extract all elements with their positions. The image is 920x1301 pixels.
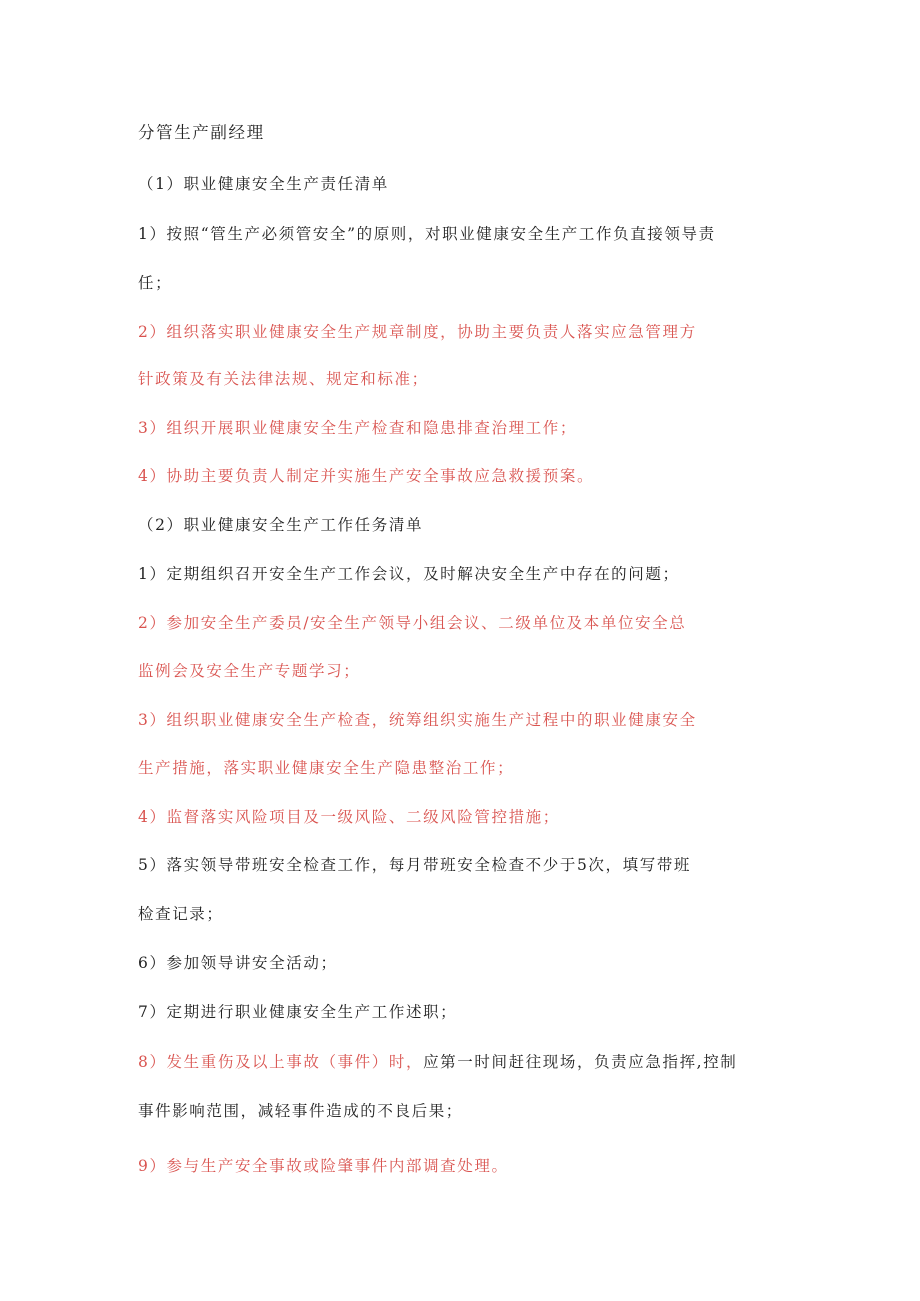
section1-item2-line1: 2）组织落实职业健康安全生产规章制度，协助主要负责人落实应急管理方 xyxy=(138,323,697,341)
section2-item5-line2: 检查记录； xyxy=(138,905,224,923)
section1-item1-line2: 任； xyxy=(138,274,173,292)
section1-item3: 3）组织开展职业健康安全生产检查和隐患排查治理工作； xyxy=(138,419,577,437)
section2-item8-line2: 事件影响范围，减轻事件造成的不良后果； xyxy=(138,1102,463,1120)
section2-item9: 9）参与生产安全事故或险肇事件内部调查处理。 xyxy=(138,1157,509,1175)
section2-item1: 1）定期组织召开安全生产工作会议，及时解决安全生产中存在的问题； xyxy=(138,565,680,583)
section2-item7: 7）定期进行职业健康安全生产工作述职； xyxy=(138,1003,458,1021)
section2-item2-line1: 2）参加安全生产委员/安全生产领导小组会议、二级单位及本单位安全总 xyxy=(138,614,687,632)
section2-item3-line2: 生产措施，落实职业健康安全生产隐患整治工作； xyxy=(138,759,515,777)
section2-item3-line1: 3）组织职业健康安全生产检查，统筹组织实施生产过程中的职业健康安全 xyxy=(138,711,697,729)
section2-item6: 6）参加领导讲安全活动； xyxy=(138,954,338,972)
item8-highlight-text: 8）发生重伤及以上事故（事件）时， xyxy=(138,1053,424,1071)
section2-item8-line1 xyxy=(138,1052,737,1072)
section1-item2-line2: 针政策及有关法律法规、规定和标准； xyxy=(138,370,429,388)
section2-item4: 4）监督落实风险项目及一级风险、二级风险管控措施； xyxy=(138,808,560,826)
section2-item5-line1: 5）落实领导带班安全检查工作，每月带班安全检查不少于5次，填写带班 xyxy=(138,856,692,874)
page-heading: 分管生产副经理 xyxy=(138,123,265,142)
section2-item2-line2: 监例会及安全生产专题学习； xyxy=(138,662,361,680)
section1-item1-line1: 1）按照“管生产必须管安全”的原则，对职业健康安全生产工作负直接领导责 xyxy=(138,225,716,243)
item8-normal-text: 应第一时间赶往现场，负责应急指挥,控制 xyxy=(423,1053,738,1071)
section1-item4: 4）协助主要负责人制定并实施生产安全事故应急救援预案。 xyxy=(138,467,595,485)
section2-title: （2）职业健康安全生产工作任务清单 xyxy=(138,516,424,534)
section1-title: （1）职业健康安全生产责任清单 xyxy=(138,175,389,193)
